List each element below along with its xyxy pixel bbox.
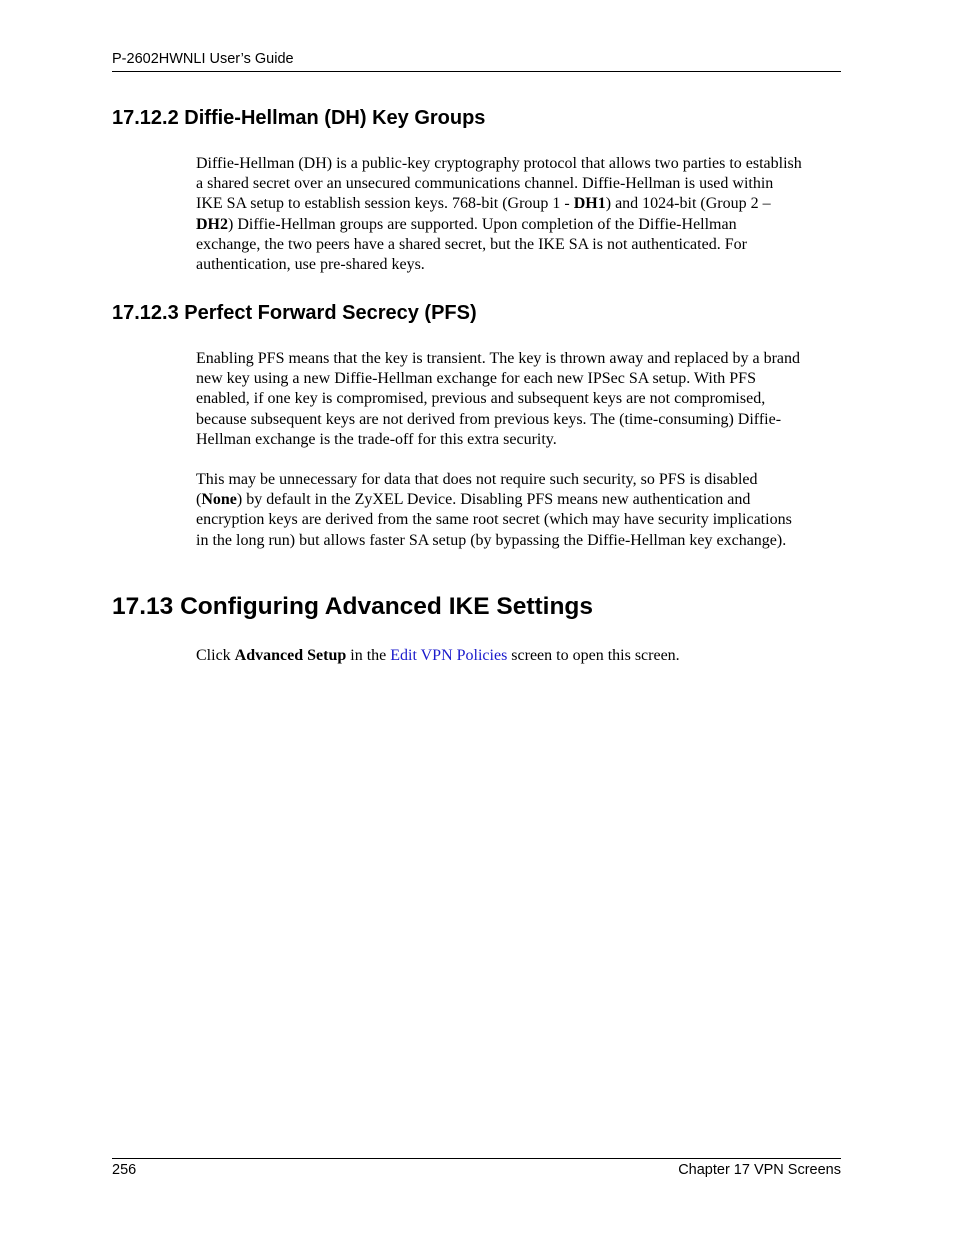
- heading-dh-key-groups: 17.12.2 Diffie-Hellman (DH) Key Groups: [112, 107, 486, 129]
- text-line: (None) by default in the ZyXEL Device. Disabling PFS means new authentication and: [196, 491, 751, 509]
- text-line: exchange, the two peers have a shared secret, but the IKE SA is not authenticated. For: [196, 235, 747, 253]
- paragraph-pfs-1: [196, 349, 844, 450]
- text-line: DH2) Diffie-Hellman groups are supported. Upon completion of the Diffie-Hellman: [196, 215, 737, 233]
- text-line: This may be unnecessary for data that does not require such security, so PFS is disabled: [196, 471, 758, 488]
- dh2-term: DH2: [196, 215, 228, 233]
- footer-rule: [112, 1158, 841, 1159]
- advanced-setup-term: Advanced Setup: [234, 647, 347, 664]
- page-number: 256: [112, 1162, 137, 1178]
- text-line: Diffie-Hellman (DH) is a public-key cryptography protocol that allows two parties to establish: [196, 155, 802, 172]
- none-term: None: [201, 491, 237, 509]
- text-line: enabled, if one key is compromised, previous and subsequent keys are not compromised,: [196, 390, 766, 408]
- heading-advanced-ike: 17.13 Configuring Advanced IKE Settings: [112, 593, 594, 620]
- paragraph-pfs-2: [196, 470, 844, 551]
- text-line: Hellman exchange is the trade-off for this extra security.: [196, 430, 557, 448]
- paragraph-ike-intro: [196, 646, 844, 666]
- text-line: a shared secret over an unsecured communications channel. Diffie-Hellman is used within: [196, 175, 774, 193]
- text-line: because subsequent keys are not derived from previous keys. The (time-consuming) Diffie-: [196, 410, 782, 428]
- text-line: encryption keys are derived from the same root secret (which may have security implications: [196, 511, 792, 529]
- header-rule: [112, 71, 841, 72]
- heading-pfs: 17.12.3 Perfect Forward Secrecy (PFS): [112, 302, 477, 324]
- text-line: Enabling PFS means that the key is transient. The key is thrown away and replaced by a brand: [196, 350, 800, 367]
- text-line: IKE SA setup to establish session keys. 768-bit (Group 1 - DH1) and 1024-bit (Group 2 –: [196, 195, 771, 213]
- running-header: P-2602HWNLI User’s Guide: [112, 51, 294, 67]
- dh1-term: DH1: [573, 195, 606, 213]
- text-line: Click Advanced Setup in the Edit VPN Policies screen to open this screen.: [196, 647, 680, 664]
- paragraph-dh: [196, 154, 844, 275]
- edit-vpn-policies-link[interactable]: Edit VPN Policies: [390, 647, 508, 664]
- text-line: in the long run) but allows faster SA setup (by bypassing the Diffie-Hellman key exchange).: [196, 531, 787, 549]
- text-line: authentication, use pre-shared keys.: [196, 256, 425, 274]
- text-line: new key using a new Diffie-Hellman exchange for each new IPSec SA setup. With PFS: [196, 370, 756, 388]
- chapter-footer: Chapter 17 VPN Screens: [678, 1162, 841, 1178]
